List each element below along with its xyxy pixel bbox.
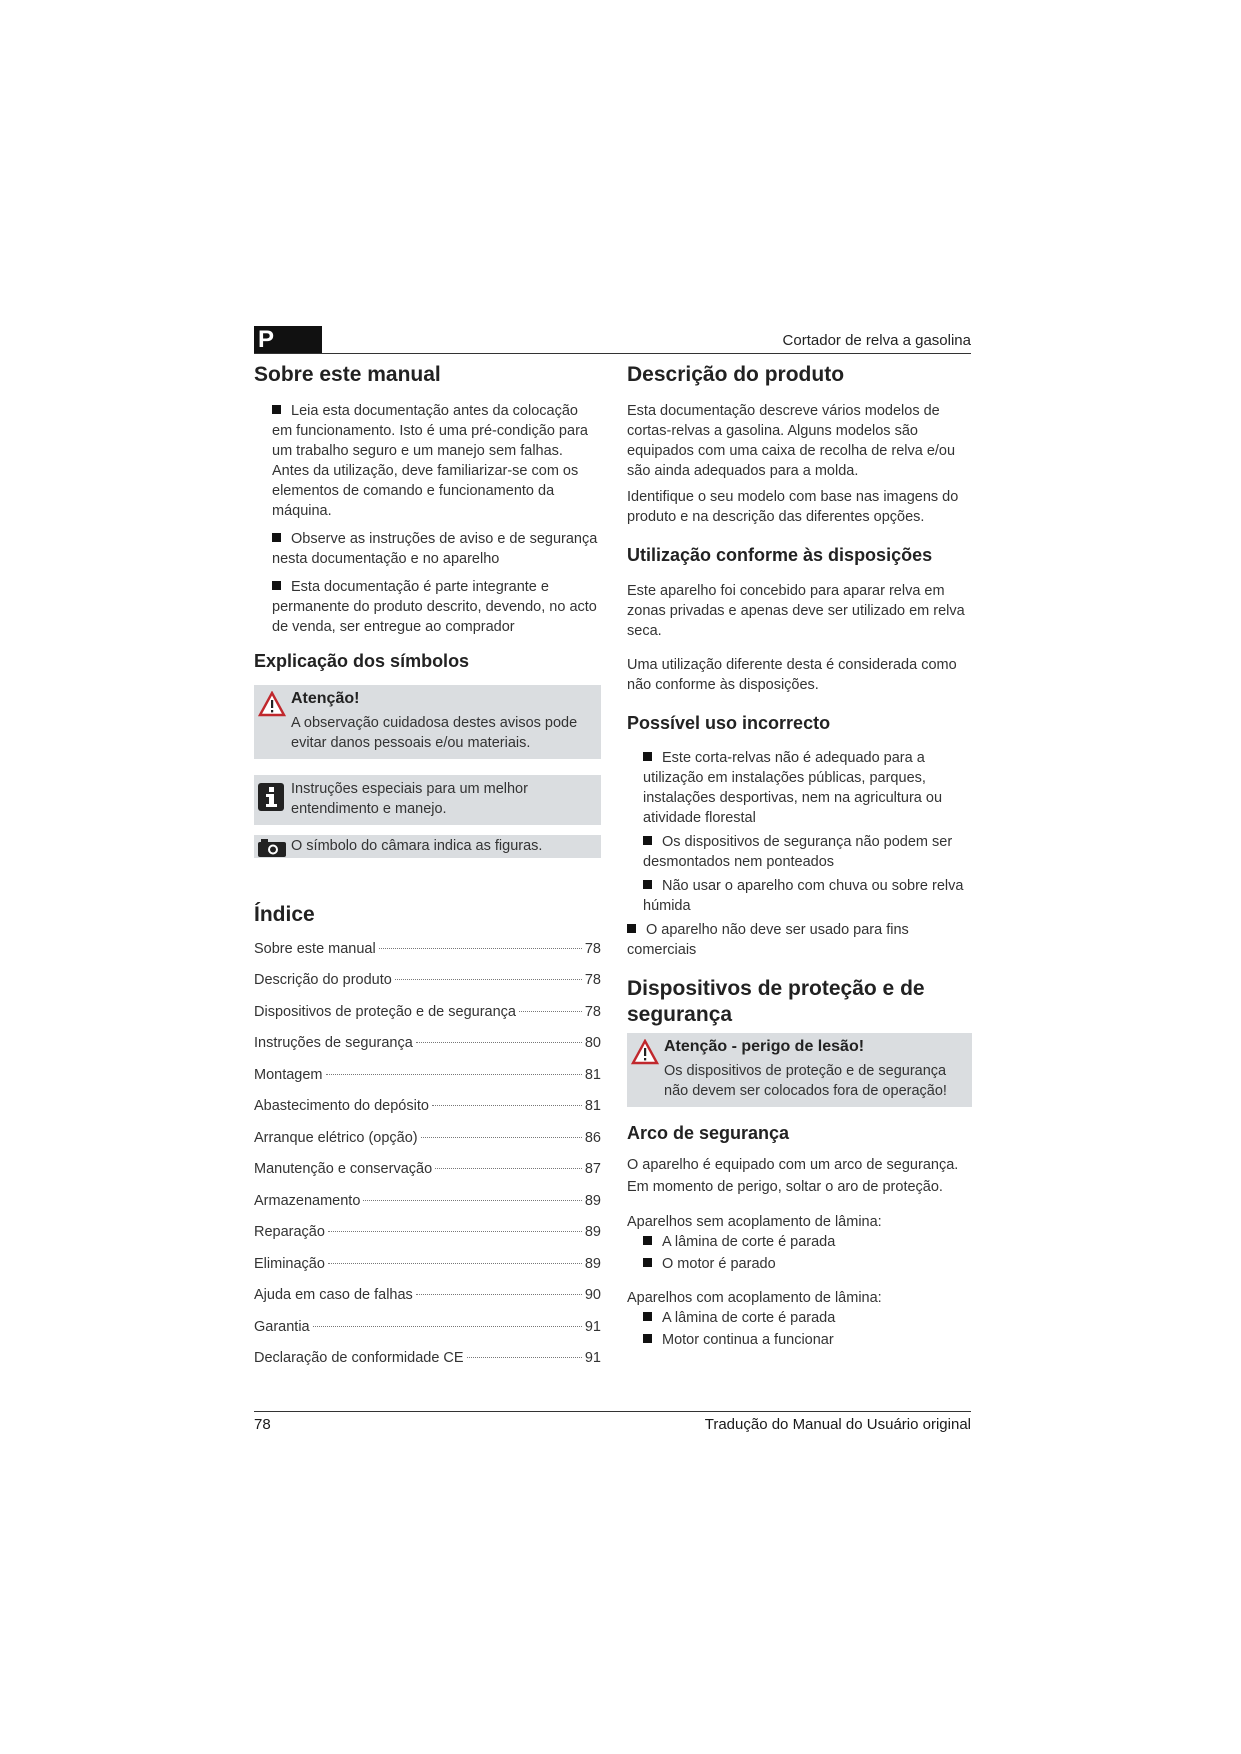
intended-use-title: Utilização conforme às disposições: [627, 545, 933, 566]
injury-warning-title: Atenção - perigo de lesão!: [664, 1037, 865, 1055]
list-item: Leia esta documentação antes da colocação em funcionamento. Isto é uma pré-condição para um trabalho seguro e um manejo sem falhas. Antes da utilização, deve familiarizar-se com os elementos de comando e funcionamento da máquina.: [272, 403, 588, 520]
toc-entry-label: Montagem: [254, 1066, 323, 1083]
safety-arc-paragraph: O aparelho é equipado com um arco de segurança. Em momento de perigo, soltar o aro de proteção.: [627, 1157, 959, 1196]
camera-icon: [258, 839, 286, 862]
toc-entry[interactable]: [254, 1004, 601, 1036]
toc-entry[interactable]: [254, 1035, 601, 1067]
list-item: Observe as instruções de aviso e de segurança nesta documentação e no aparelho: [272, 531, 598, 568]
camera-box: [254, 835, 601, 858]
safety-arc-title: Arco de segurança: [627, 1122, 790, 1143]
bullet-square-icon: [643, 1312, 652, 1321]
toc-leader-dots: [363, 1200, 581, 1201]
toc-entry-page: 78: [584, 1003, 601, 1020]
toc-entry[interactable]: [254, 1193, 601, 1225]
bullet-square-icon: [643, 1258, 652, 1267]
protection-title: Dispositivos de proteção e de segurança: [627, 977, 925, 1026]
toc-entry-label: Declaração de conformidade CE: [254, 1350, 464, 1367]
bullet-square-icon: [643, 1236, 652, 1245]
footer-note: Tradução do Manual do Usuário original: [704, 1416, 971, 1433]
warning-title: Atenção!: [291, 689, 360, 707]
toc-entry-label: Ajuda em caso de falhas: [254, 1287, 413, 1304]
toc-leader-dots: [328, 1263, 582, 1264]
intended-use-paragraph-1: Este aparelho foi concebido para aparar relva em zonas privadas e apenas deve ser utilizado em relva seca.: [627, 582, 965, 639]
bullet-square-icon: [643, 836, 652, 845]
right-column: [627, 362, 972, 1352]
toc-entry-page: 89: [584, 1192, 601, 1209]
info-text: Instruções especiais para um melhor entendimento e manejo.: [291, 780, 528, 817]
list-item: Este corta-relvas não é adequado para a utilização em instalações públicas, parques, instalações desportivas, nem na agricultura ou atividade florestal: [643, 750, 943, 827]
toc-leader-dots: [519, 1011, 582, 1012]
toc-leader-dots: [421, 1137, 582, 1138]
toc-entry-page: 86: [584, 1129, 601, 1146]
toc-entry[interactable]: [254, 1256, 601, 1288]
toc-leader-dots: [435, 1168, 582, 1169]
with-coupling-list: [627, 1308, 972, 1350]
toc-entry[interactable]: [254, 1161, 601, 1193]
list-item: Os dispositivos de segurança não podem ser desmontados nem ponteados: [643, 834, 953, 871]
toc-entry-label: Dispositivos de proteção e de segurança: [254, 1003, 516, 1020]
toc-entry-label: Abastecimento do depósito: [254, 1098, 429, 1115]
toc-entry[interactable]: [254, 1224, 601, 1256]
toc-entry-label: Arranque elétrico (opção): [254, 1129, 418, 1146]
toc-entry[interactable]: [254, 1319, 601, 1351]
toc-entry[interactable]: [254, 941, 601, 973]
bullet-square-icon: [272, 405, 281, 414]
toc-entry-label: Sobre este manual: [254, 940, 376, 957]
page-number: 78: [254, 1416, 271, 1433]
description-paragraph-1: Esta documentação descreve vários modelos de cortas-relvas a gasolina. Alguns modelos são equipados com uma caixa de recolha de relva e/ou são ainda adequados para a molda.: [627, 403, 956, 480]
description-title: Descrição do produto: [627, 363, 845, 386]
list-item: O aparelho não deve ser usado para fins comerciais: [627, 922, 909, 959]
misuse-title: Possível uso incorrecto: [627, 712, 831, 733]
intended-use-paragraph-2: Uma utilização diferente desta é considerada como não conforme às disposições.: [627, 656, 957, 693]
camera-text: O símbolo do câmara indica as figuras.: [291, 837, 543, 854]
toc-entry[interactable]: [254, 1287, 601, 1319]
toc-leader-dots: [379, 948, 582, 949]
toc-entry-label: Armazenamento: [254, 1192, 361, 1209]
without-coupling-label: Aparelhos sem acoplamento de lâmina:: [627, 1214, 882, 1231]
list-item: A lâmina de corte é parada: [627, 1308, 972, 1328]
symbols-title: Explicação dos símbolos: [254, 651, 470, 672]
toc-entry-label: Instruções de segurança: [254, 1035, 413, 1052]
list-item: A lâmina de corte é parada: [627, 1232, 972, 1252]
bullet-square-icon: [272, 533, 281, 542]
header-rule: [254, 353, 971, 354]
bullet-square-icon: [643, 752, 652, 761]
toc-entry-page: 91: [584, 1350, 601, 1367]
warning-triangle-icon: [631, 1039, 659, 1070]
list-item: Não usar o aparelho com chuva ou sobre relva húmida: [643, 878, 964, 915]
toc-entry-label: Garantia: [254, 1318, 310, 1335]
list-item: Motor continua a funcionar: [627, 1330, 972, 1350]
warning-text: A observação cuidadosa destes avisos pode evitar danos pessoais e/ou materiais.: [291, 714, 578, 751]
about-title: Sobre este manual: [254, 363, 441, 386]
with-coupling-label: Aparelhos com acoplamento de lâmina:: [627, 1290, 882, 1307]
toc-entry-page: 80: [584, 1035, 601, 1052]
toc-leader-dots: [467, 1357, 582, 1358]
toc-entry-label: Manutenção e conservação: [254, 1161, 433, 1178]
warning-triangle-icon: [258, 691, 286, 722]
table-of-contents: [254, 941, 601, 1382]
bullet-square-icon: [627, 924, 636, 933]
footer-rule: [254, 1411, 971, 1412]
toc-entry-label: Eliminação: [254, 1255, 325, 1272]
toc-entry-page: 78: [584, 972, 601, 989]
bullet-square-icon: [643, 1334, 652, 1343]
toc-entry-page: 91: [584, 1318, 601, 1335]
toc-leader-dots: [432, 1105, 582, 1106]
toc-entry[interactable]: [254, 1130, 601, 1162]
about-list: [254, 401, 601, 637]
toc-entry[interactable]: [254, 1098, 601, 1130]
list-item: O motor é parado: [627, 1254, 972, 1274]
injury-warning-box: [627, 1033, 972, 1107]
toc-leader-dots: [416, 1042, 582, 1043]
toc-leader-dots: [326, 1074, 582, 1075]
toc-entry-page: 87: [584, 1161, 601, 1178]
toc-entry-page: 78: [584, 940, 601, 957]
bullet-square-icon: [643, 880, 652, 889]
description-paragraph-2: Identifique o seu modelo com base nas imagens do produto e na descrição das diferentes opções.: [627, 489, 959, 526]
list-item: Esta documentação é parte integrante e permanente do produto descrito, devendo, no acto de venda, ser entregue ao comprador: [272, 579, 597, 636]
toc-entry-label: Reparação: [254, 1224, 325, 1241]
toc-leader-dots: [395, 979, 582, 980]
toc-entry[interactable]: [254, 972, 601, 1004]
document-title: Cortador de relva a gasolina: [782, 332, 971, 349]
info-box: [254, 775, 601, 825]
warning-box: [254, 685, 601, 759]
toc-entry-page: 89: [584, 1224, 601, 1241]
toc-entry[interactable]: [254, 1350, 601, 1382]
toc-leader-dots: [328, 1231, 582, 1232]
toc-entry-page: 81: [584, 1066, 601, 1083]
toc-entry-page: 81: [584, 1098, 601, 1115]
toc-entry-page: 90: [584, 1287, 601, 1304]
misuse-list: [627, 748, 972, 960]
toc-entry-label: Descrição do produto: [254, 972, 392, 989]
toc-leader-dots: [416, 1294, 582, 1295]
without-coupling-list: [627, 1232, 972, 1274]
toc-entry[interactable]: [254, 1067, 601, 1099]
injury-warning-text: Os dispositivos de proteção e de segurança não devem ser colocados fora de operação!: [664, 1062, 947, 1099]
bullet-square-icon: [272, 581, 281, 590]
language-code-badge: P: [254, 326, 322, 353]
toc-leader-dots: [313, 1326, 582, 1327]
info-icon: [258, 783, 284, 816]
index-title: Índice: [254, 902, 315, 926]
left-column: [254, 362, 601, 1382]
toc-entry-page: 89: [584, 1255, 601, 1272]
